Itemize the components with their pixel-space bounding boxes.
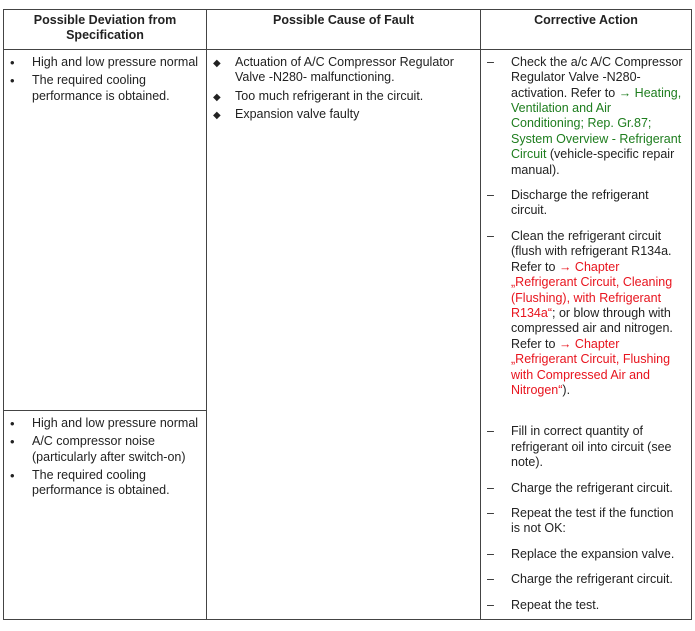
- bullet-icon: •: [10, 54, 15, 70]
- action-list: [485, 55, 687, 613]
- action-text: Charge the refrigerant circuit.: [511, 572, 673, 587]
- list-item: [485, 598, 687, 613]
- list-item: [485, 424, 687, 470]
- list-item: [485, 572, 687, 587]
- action-text: Check the a/c A/C Compressor Regulator Valve -N280- activation. Refer to: [511, 54, 683, 100]
- bullet-icon: •: [10, 415, 15, 431]
- link-refrigerant-cleaning[interactable]: → Chapter „Refrigerant Circuit, Cleaning (Flushing), with Refrigerant R134a“: [511, 259, 673, 320]
- table-row: [4, 49, 692, 410]
- cause-text: Actuation of A/C Compressor Regulator Valve -N280- malfunctioning.: [235, 54, 454, 85]
- deviation-text: A/C compressor noise (particularly after switch-on): [32, 434, 186, 464]
- action-text: Clean the refrigerant circuit (flush with refrigerant R134a. Refer to: [511, 228, 672, 274]
- dash-icon: –: [487, 572, 494, 587]
- cause-list: [211, 55, 476, 123]
- deviation-cell-2: [4, 410, 207, 619]
- dash-icon: –: [487, 505, 494, 520]
- action-text: (vehicle-specific repair manual).: [511, 147, 675, 177]
- header-cause: Possible Cause of Fault: [207, 10, 481, 50]
- list-item: [211, 89, 476, 104]
- deviation-text: High and low pressure normal: [32, 415, 199, 430]
- action-cell: [481, 49, 692, 619]
- list-item: [485, 547, 687, 562]
- header-action: Corrective Action: [481, 10, 692, 50]
- cause-text: Expansion valve faulty: [235, 107, 360, 122]
- dash-icon: –: [487, 424, 494, 439]
- bullet-icon: •: [10, 73, 15, 89]
- deviation-cell-1: [4, 49, 207, 410]
- action-text: Discharge the refrigerant circuit.: [511, 188, 649, 218]
- diamond-bullet-icon: ◆: [213, 110, 221, 122]
- action-text: ; or blow through with compressed air and nitrogen. Refer to: [511, 305, 673, 351]
- dash-icon: –: [487, 597, 494, 612]
- deviation-text: High and low pressure normal: [32, 54, 199, 69]
- list-item: [8, 416, 202, 431]
- link-system-overview[interactable]: → Heating, Ventilation and Air Conditioning; Rep. Gr.87; System Overview - Refrigerant Circuit: [511, 85, 682, 162]
- list-item: [211, 107, 476, 122]
- action-text: Repeat the test.: [511, 597, 600, 612]
- dash-icon: –: [487, 188, 494, 203]
- list-item: [8, 55, 202, 70]
- list-item: [485, 481, 687, 496]
- deviation-list-2: [8, 416, 202, 499]
- header-deviation: Possible Deviation from Specification: [4, 10, 207, 50]
- link-refrigerant-flushing[interactable]: → Chapter „Refrigerant Circuit, Flushing with Compressed Air and Nitrogen“: [511, 336, 671, 397]
- cause-cell: [207, 49, 481, 619]
- deviation-text: The required cooling performance is obtained.: [32, 73, 170, 103]
- action-text: ).: [562, 382, 571, 397]
- deviation-list-1: [8, 55, 202, 104]
- dash-icon: –: [487, 54, 494, 69]
- diamond-bullet-icon: ◆: [213, 57, 221, 69]
- dash-icon: –: [487, 546, 494, 561]
- list-item: [485, 188, 687, 219]
- dash-icon: –: [487, 480, 494, 495]
- list-item: [8, 73, 202, 104]
- header-row: [4, 10, 692, 50]
- list-item: [485, 229, 687, 398]
- diamond-bullet-icon: ◆: [213, 91, 221, 103]
- fault-table: [3, 9, 692, 620]
- cause-text: Too much refrigerant in the circuit.: [235, 88, 424, 103]
- action-text: Charge the refrigerant circuit.: [511, 480, 673, 495]
- bullet-icon: •: [10, 434, 15, 450]
- list-item: [485, 506, 687, 537]
- bullet-icon: •: [10, 468, 15, 484]
- action-text: Replace the expansion valve.: [511, 546, 675, 561]
- list-item: [485, 55, 687, 178]
- action-text: Repeat the test if the function is not OK:: [511, 505, 674, 536]
- list-item: [8, 434, 202, 465]
- list-item: [8, 468, 202, 499]
- deviation-text: The required cooling performance is obtained.: [32, 468, 170, 498]
- dash-icon: –: [487, 228, 494, 243]
- list-item: [211, 55, 476, 86]
- action-text: Fill in correct quantity of refrigerant oil into circuit (see note).: [511, 424, 672, 470]
